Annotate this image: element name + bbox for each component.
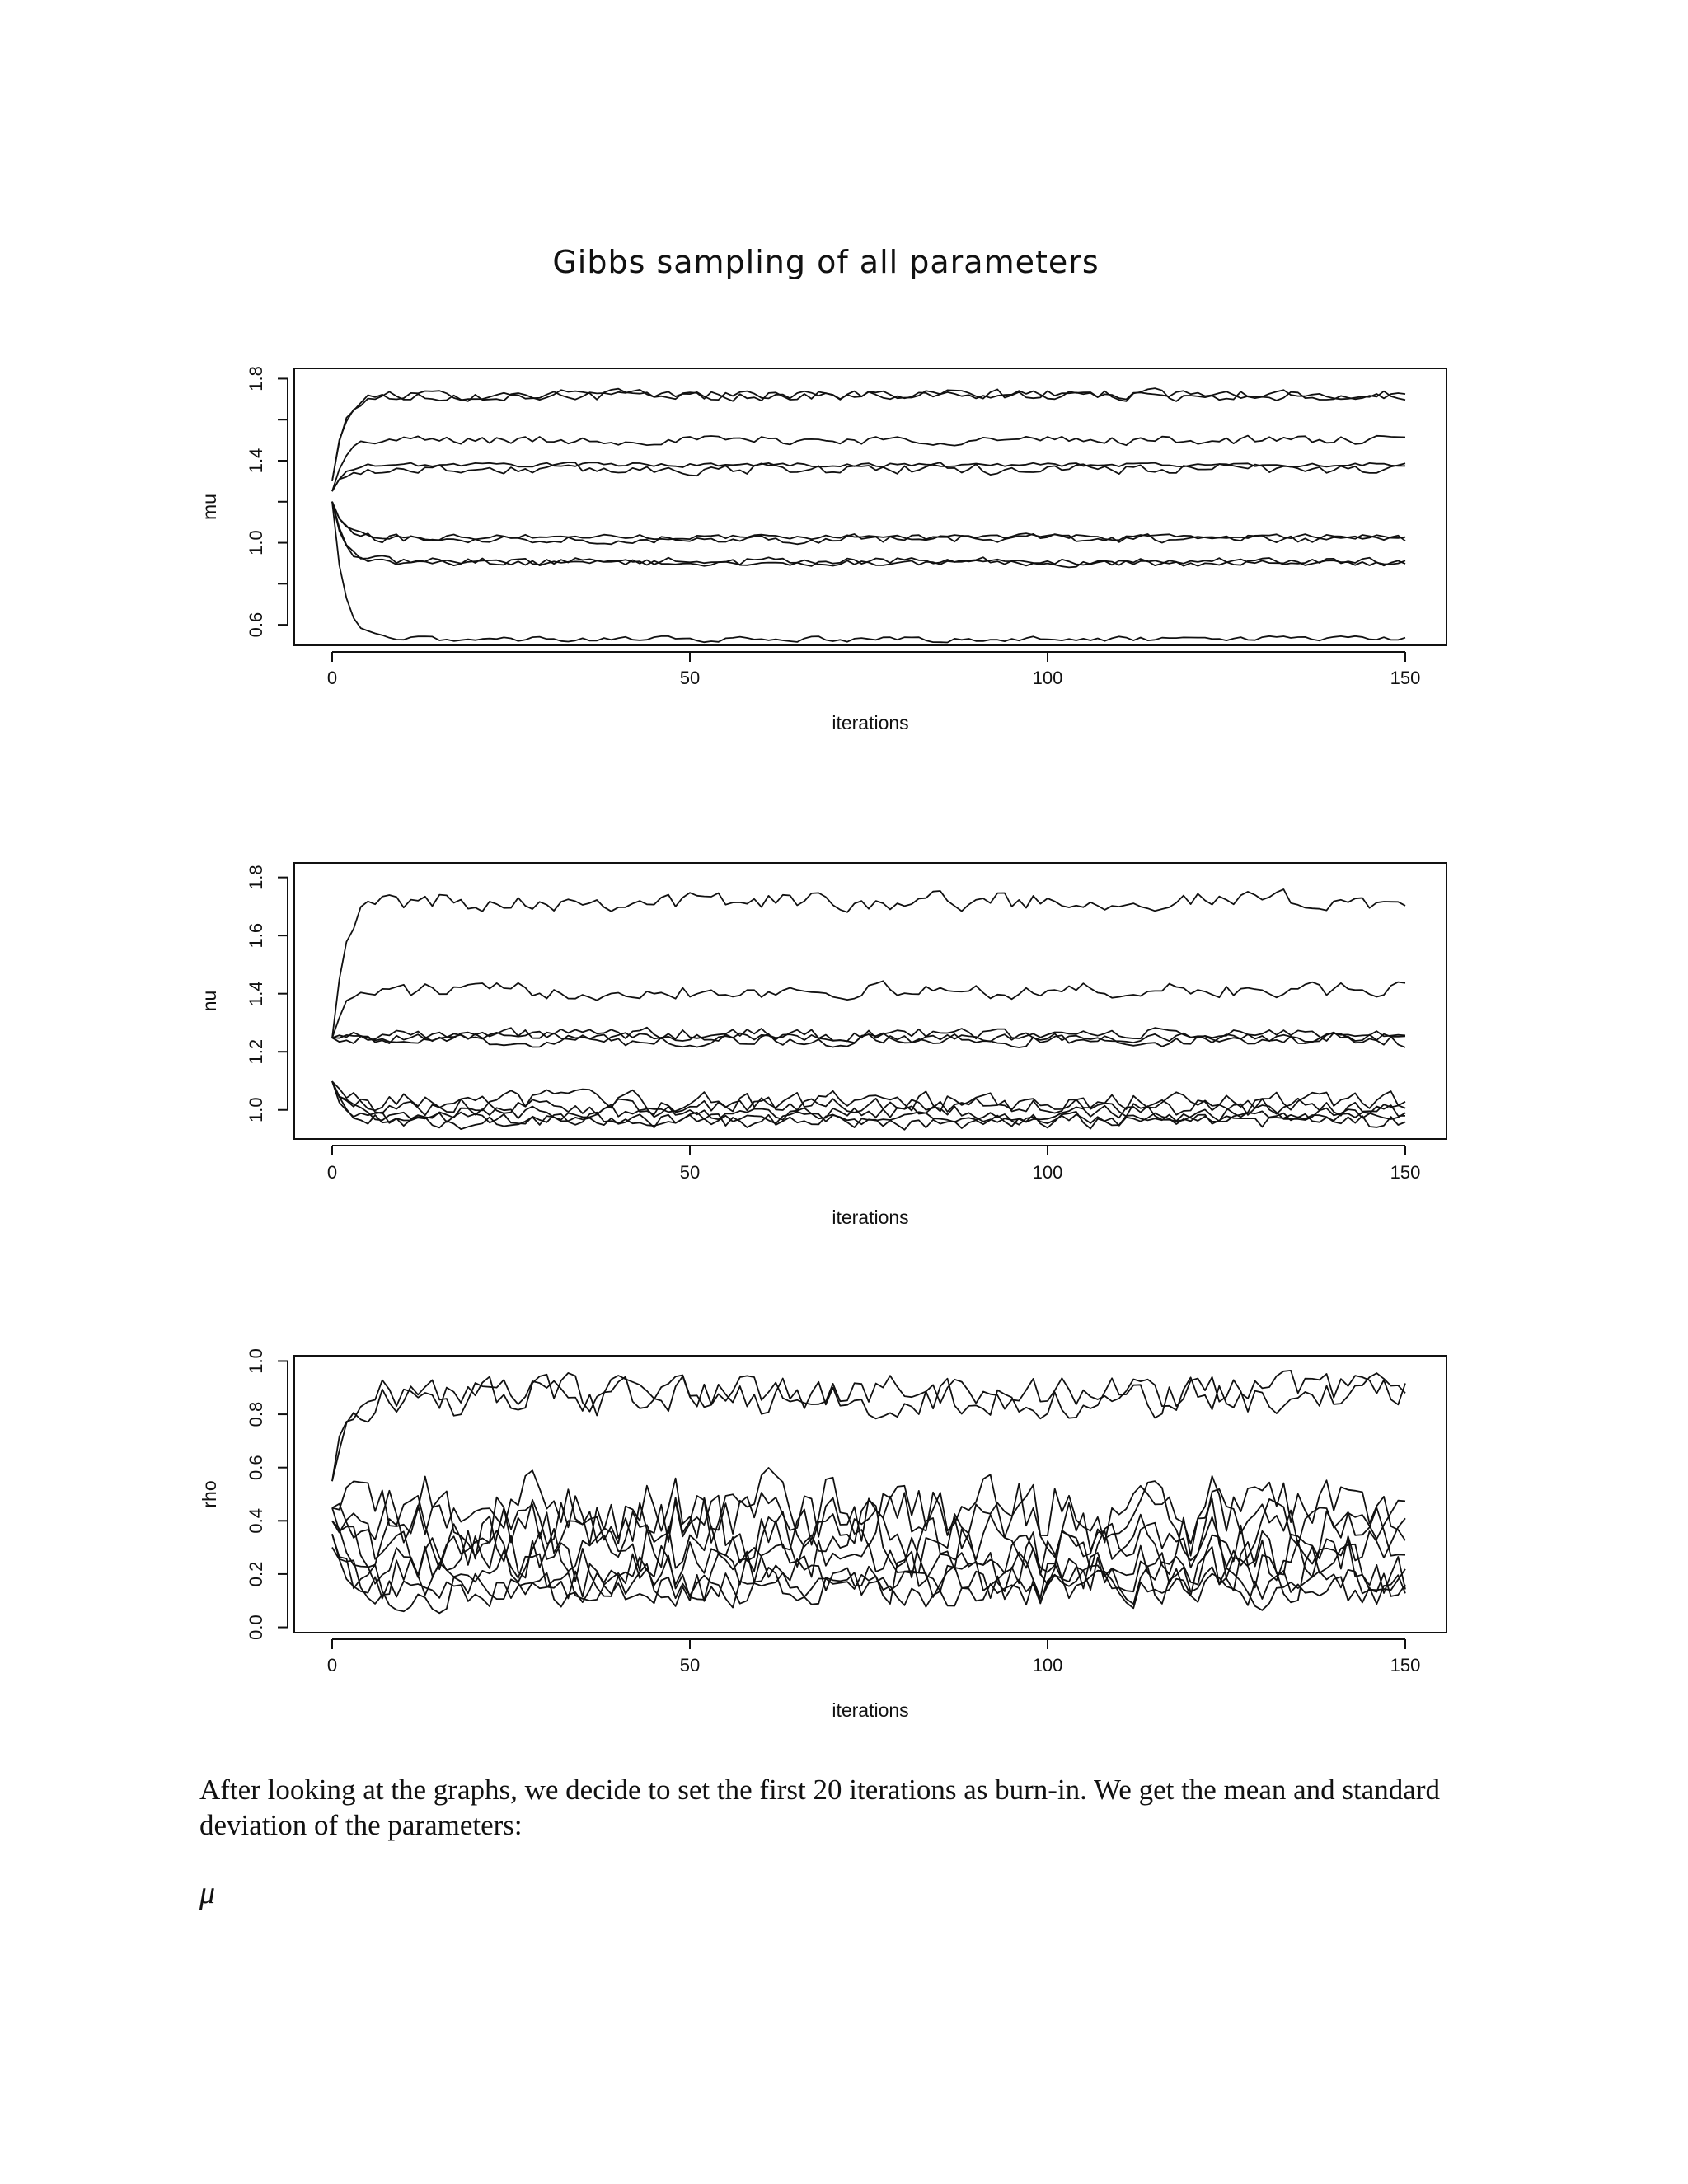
y-axis-label: mu (199, 494, 220, 520)
y-axis-label: nu (199, 990, 220, 1012)
x-axis-label: iterations (832, 1699, 909, 1721)
y-tick-label: 0.8 (246, 1401, 266, 1427)
trace-line-mu-4 (332, 462, 1405, 491)
figure-title: Gibbs sampling of all parameters (552, 244, 1100, 280)
trace-line-mu-7 (332, 502, 1405, 545)
mu-symbol: μ (199, 1876, 216, 1910)
y-tick-label: 0.6 (246, 612, 266, 638)
x-tick-label: 150 (1390, 1162, 1421, 1183)
y-tick-label: 1.6 (246, 922, 266, 949)
y-tick-label: 1.0 (246, 1348, 266, 1374)
trace-line-rho-10 (332, 1548, 1405, 1609)
trace-line-mu-10 (332, 502, 1405, 643)
trace-line-nu-8 (332, 1081, 1405, 1122)
y-tick-label: 1.0 (246, 530, 266, 555)
y-tick-label: 0.0 (246, 1615, 266, 1640)
y-tick-label: 0.6 (246, 1455, 266, 1480)
body-paragraph: After looking at the graphs, we decide to set the first 20 iterations as burn-in. We get the mean and standard deviation of the parameters: (199, 1774, 1440, 1841)
panel-mu (199, 366, 1447, 733)
trace-line-mu-8 (332, 502, 1405, 566)
x-tick-label: 100 (1032, 668, 1063, 688)
trace-line-mu-6 (332, 502, 1405, 541)
y-axis-label: rho (199, 1480, 220, 1508)
y-tick-label: 1.0 (246, 1097, 266, 1123)
y-tick-label: 0.2 (246, 1561, 266, 1587)
x-tick-label: 0 (326, 668, 338, 688)
y-tick-label: 1.2 (246, 1038, 266, 1065)
panel-nu (199, 863, 1447, 1228)
x-axis-label: iterations (832, 712, 909, 733)
x-tick-label: 100 (1032, 1162, 1063, 1183)
y-tick-label: 1.8 (246, 366, 266, 391)
trace-line-nu-2 (332, 981, 1405, 1038)
y-tick-label: 1.8 (246, 865, 266, 890)
x-axis-label: iterations (832, 1207, 909, 1228)
trace-line-mu-2 (332, 388, 1405, 481)
trace-line-mu-5 (332, 462, 1405, 491)
x-tick-label: 150 (1390, 668, 1421, 688)
x-tick-label: 100 (1032, 1655, 1063, 1675)
x-tick-label: 50 (679, 1655, 701, 1675)
trace-line-mu-9 (332, 502, 1405, 568)
y-tick-label: 1.4 (246, 448, 266, 474)
x-tick-label: 150 (1390, 1655, 1421, 1675)
x-tick-label: 0 (326, 1162, 338, 1183)
y-tick-label: 0.4 (246, 1508, 266, 1534)
plot-frame (294, 368, 1447, 645)
x-tick-label: 50 (679, 668, 701, 688)
x-tick-label: 0 (326, 1655, 338, 1675)
y-tick-label: 1.4 (246, 981, 266, 1006)
panel-rho (199, 1348, 1447, 1721)
x-tick-label: 50 (679, 1162, 701, 1183)
trace-line-nu-1 (332, 889, 1405, 1038)
